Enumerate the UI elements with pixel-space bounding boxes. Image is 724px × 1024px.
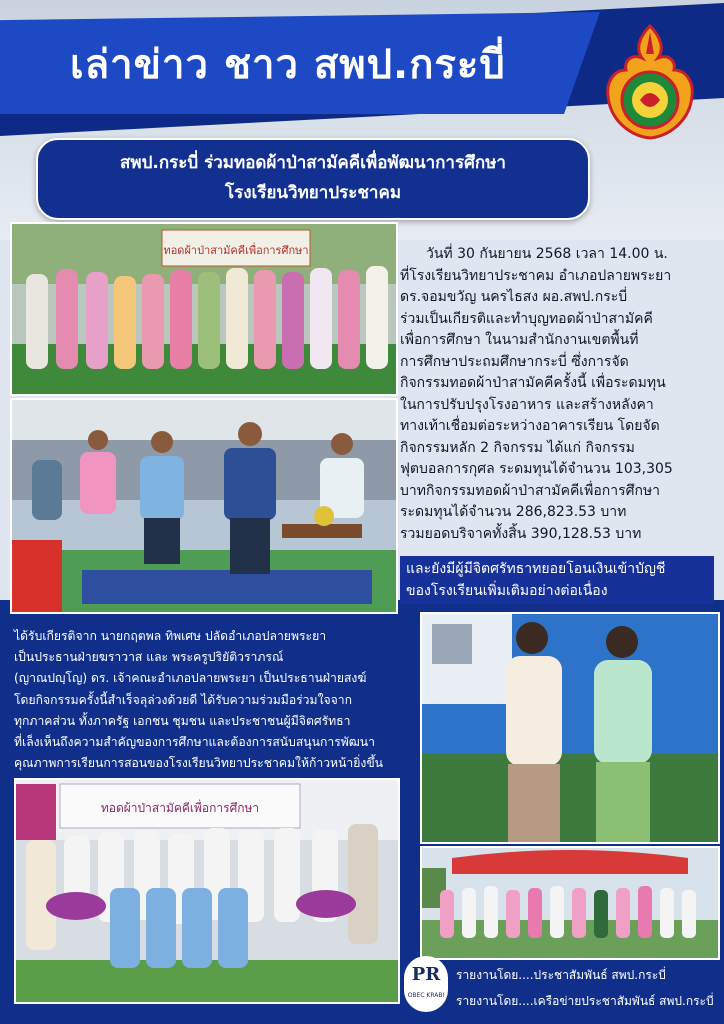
highlight-line: ของโรงเรียนเพิ่มเติมอย่างต่อเนื่อง <box>406 583 608 599</box>
photo-outdoor-group <box>420 846 720 960</box>
pr-logo-subtext: OBEC KRABI <box>407 992 445 999</box>
photo-banner-text: ทอดผ้าป่าสามัคคีเพื่อการศึกษา <box>163 244 309 257</box>
credits-line: (ญาณปญฺโญ) ดร. เจ้าคณะอำเภอปลายพระยา เป็นประธานฝ่ายสงฆ์ <box>14 671 367 686</box>
article-line: รวมยอดบริจาคทั้งสิ้น 390,128.53 บาท <box>400 525 642 542</box>
photo-seated-guests <box>10 398 398 614</box>
photo-two-women <box>420 612 720 844</box>
credits-line: โดยกิจกรรมครั้งนี้สำเร็จลุล่วงด้วยดี ได้รับความร่วมมือร่วมใจจาก <box>14 692 353 707</box>
pr-logo <box>404 956 448 1012</box>
highlight-line: และยังมีผู้มีจิตศรัทธาทยอยโอนเงินเข้าบัญชี <box>406 561 666 577</box>
credits-line: คุณภาพการเรียนการสอนของโรงเรียนวิทยาประชาคมให้ก้าวหน้ายิ่งขึ้น <box>14 756 384 771</box>
report-credit-1: รายงานโดย....ประชาสัมพันธ์ สพป.กระบี่ <box>456 968 666 982</box>
article-line: ดร.จอมขวัญ นครไธสง ผอ.สพป.กระบี่ <box>400 289 628 305</box>
article-line: ทางเท้าเชื่อมต่อระหว่างอาคารเรียน โดยจัด <box>400 418 660 434</box>
article-line: ร่วมเป็นเกียรติและทำบุญทอดผ้าป่าสามัคคี <box>400 310 653 327</box>
article-line: ฟุตบอลการกุศล ระดมทุนได้จำนวน 103,305 <box>400 461 673 477</box>
subheadline-box <box>36 138 590 220</box>
credits-line: ที่เล็งเห็นถึงความสำคัญของการศึกษาและต้องการสนับสนุนการพัฒนา <box>14 735 375 750</box>
subheadline-line1: สพป.กระบี่ ร่วมทอดผ้าป่าสามัคคีเพื่อพัฒนาการศึกษา <box>120 153 506 173</box>
article-line: ในการปรับปรุงโรงอาหาร และสร้างหลังคา <box>400 396 654 413</box>
pr-logo-text: PR <box>411 964 441 985</box>
article-line: วันที่ 30 กันยายน 2568 เวลา 14.00 น. <box>426 246 668 262</box>
article-line: บาทกิจกรรมทอดผ้าป่าสามัคคีเพื่อการศึกษา <box>400 482 661 499</box>
article-highlight <box>400 556 714 604</box>
article-line: ที่โรงเรียนวิทยาประชาคม อำเภอปลายพระยา <box>400 267 672 284</box>
credits-line: เป็นประธานฝ่ายฆราวาส และ พระครูปริยัติวราภรณ์ <box>14 650 284 665</box>
article-line: กิจกรรมทอดผ้าป่าสามัคคีครั้งนี้ เพื่อระดมทุน <box>400 375 666 391</box>
article-line: ระดมทุนได้จำนวน 286,823.53 บาท <box>400 504 627 520</box>
article-line: กิจกรรมหลัก 2 กิจกรรม ได้แก่ กิจกรรม <box>400 439 635 456</box>
credits-paragraph <box>14 626 404 776</box>
photo-banner-text: ทอดผ้าป่าสามัคคีเพื่อการศึกษา <box>100 801 260 815</box>
credits-line: ได้รับเกียรติจาก นายกฤตพล ทิพเศษ ปลัดอำเภอปลายพระยา <box>14 629 327 643</box>
page-title: เล่าข่าว ชาว สพป.กระบี่ <box>70 42 506 88</box>
report-credit-2: รายงานโดย....เครือข่ายประชาสัมพันธ์ สพป.กระบี่ <box>456 994 714 1008</box>
credits-line: ทุกภาคส่วน ทั้งภาครัฐ เอกชน ชุมชน และประชาชนผู้มีจิตศรัทธา <box>14 713 351 728</box>
article-line: เพื่อการศึกษา ในนามสำนักงานเขตพื้นที่ <box>400 332 639 348</box>
subheadline-line2: โรงเรียนวิทยาประชาคม <box>224 183 402 203</box>
obec-emblem-icon <box>602 24 698 140</box>
article-line: การศึกษาประถมศึกษากระบี่ ซึ่งการจัด <box>400 353 629 370</box>
photo-students <box>14 778 400 1004</box>
article-body <box>400 244 716 564</box>
photo-group-lawn <box>10 222 398 396</box>
